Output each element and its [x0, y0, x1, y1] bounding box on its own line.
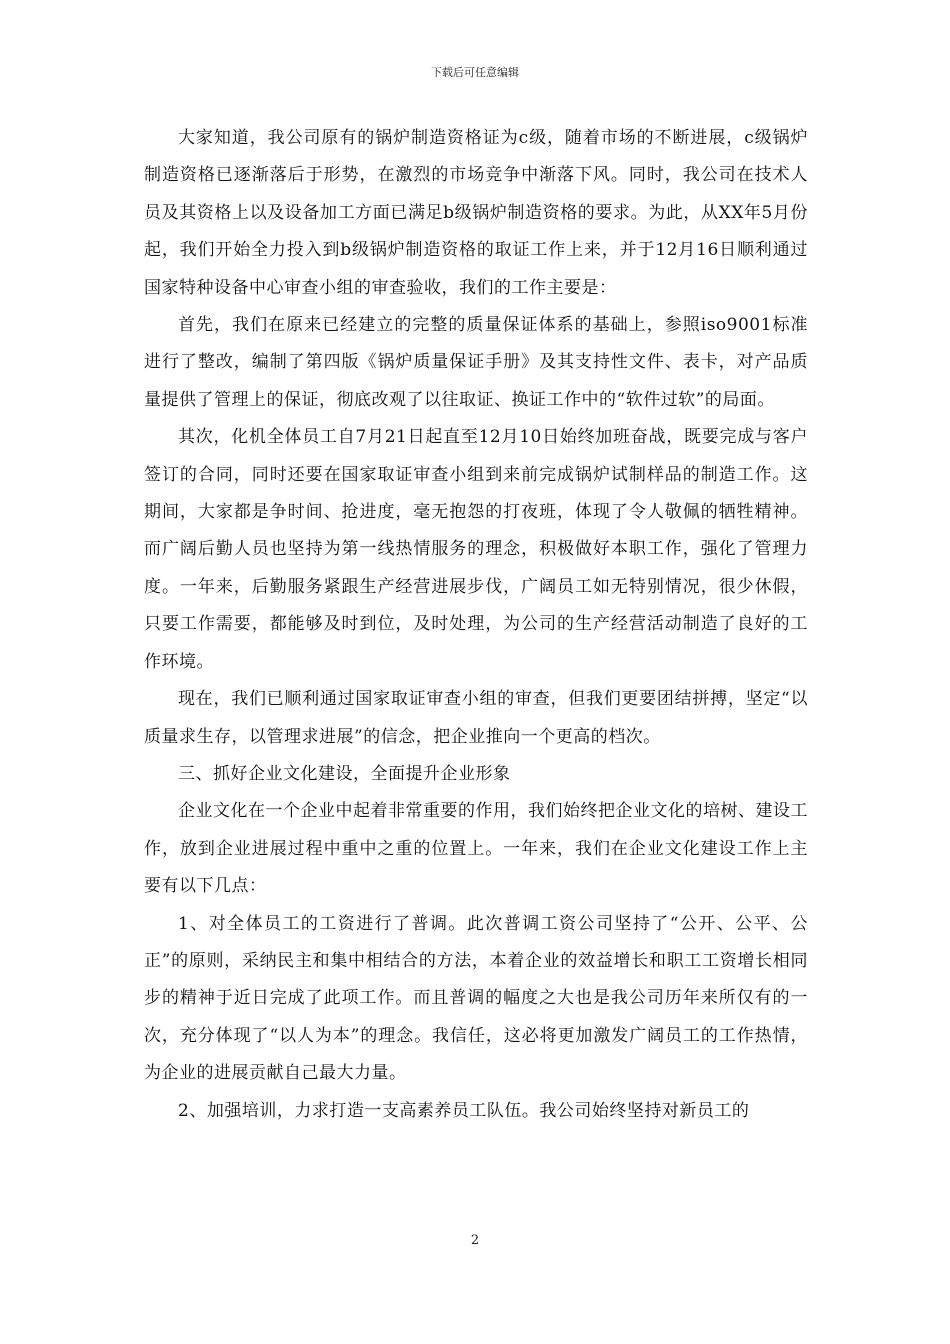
- paragraph-item-2-training: 2、加强培训，力求打造一支高素养员工队伍。我公司始终坚持对新员工的: [178, 1100, 750, 1121]
- paragraph-boiler-certification: 大家知道，我公司原有的锅炉制造资格证为c级，随着市场的不断进展，c级锅炉制造资格已逐渐落后于形势，在激烈的市场竞争中渐落下风。同时，我公司在技术人员及其资格上以及设备加工方面已满足b级锅炉制造资格的要求。为此，从XX年5月份起，我们开始全力投入到b级锅炉制造资格的取证工作上来，并于12月16日顺利通过国家特种设备中心审查小组的审查验收，我们的工作主要是：: [144, 128, 808, 298]
- paragraph-corporate-culture-intro: 企业文化在一个企业中起着非常重要的作用，我们始终把企业文化的培树、建设工作，放到企业进展过程中重中之重的位置上。一年来，我们在企业文化建设工作上主要有以下几点：: [144, 801, 808, 897]
- page-number: 2: [470, 1233, 480, 1248]
- paragraph-now-passed-review: 现在，我们已顺利通过国家取证审查小组的审查，但我们更要团结拼搏，坚定“以质量求生存，以管理求进展”的信念，把企业推向一个更高的档次。: [144, 689, 808, 747]
- paragraph-item-1-wage-adjustment: 1、对全体员工的工资进行了普调。此次普调工资公司坚持了“公开、公平、公正”的原则，采纳民主和集中相结合的方法，本着企业的效益增长和职工工资增长相同步的精神于近日完成了此项工作。而且普调的幅度之大也是我公司历年来所仅有的一次，充分体现了“以人为本”的理念。我信任，这必将更加激发广阔员工的工作热情，为企业的进展贡献自己最大力量。: [144, 913, 808, 1084]
- paragraph-first-quality-system: 首先，我们在原来已经建立的完整的质量保证体系的基础上，参照iso9001标准进行了整改，编制了第四版《锅炉质量保证手册》及其支持性文件、表卡，对产品质量提供了管理上的保证，彻底改观了以往取证、换证工作中的“软件过软”的局面。: [144, 315, 808, 410]
- document-body: [144, 120, 808, 1130]
- paragraph-second-overtime-work: 其次，化机全体员工自7月21日起直至12月10日始终加班奋战，既要完成与客户签订的合同，同时还要在国家取证审查小组到来前完成锅炉试制样品的制造工作。这期间，大家都是争时间、抢进度，毫无抱怨的打夜班，体现了令人敬佩的牺牲精神。而广阔后勤人员也坚持为第一线热情服务的理念，积极做好本职工作，强化了管理力度。一年来，后勤服务紧跟生产经营进展步伐，广阔员工如无特别情况，很少休假，只要工作需要，都能够及时到位，及时处理，为公司的生产经营活动制造了良好的工作环境。: [144, 427, 808, 672]
- page-header: 下载后可任意编辑: [431, 66, 519, 79]
- section-heading-corporate-culture: 三、抓好企业文化建设，全面提升企业形象: [178, 763, 511, 784]
